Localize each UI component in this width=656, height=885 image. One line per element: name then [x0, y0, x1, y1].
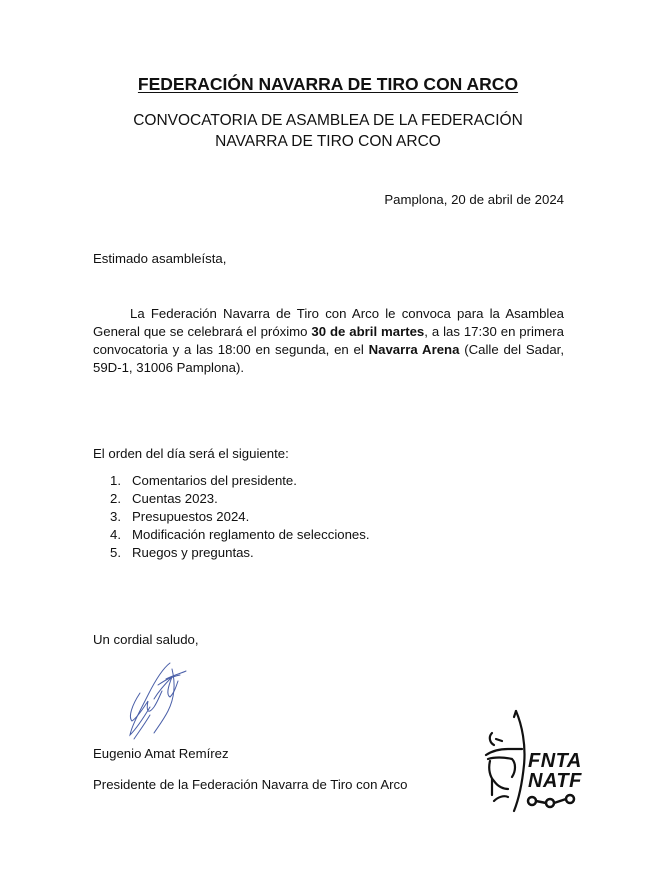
logo-text-natf: NATF: [528, 770, 582, 792]
body-text-2: , a las 17:30 en primera convocatoria y a las 18:00 en segunda, en el: [93, 324, 565, 357]
agenda-item: [110, 508, 370, 526]
document-title: FEDERACIÓN NAVARRA DE TIRO CON ARCO: [137, 74, 519, 94]
agenda-item: [110, 526, 370, 544]
signer-name: Eugenio Amat Remírez: [93, 746, 229, 761]
meeting-venue: Navarra Arena: [368, 342, 460, 357]
agenda-item-text: Modificación reglamento de selecciones.: [132, 527, 370, 542]
agenda-intro: El orden del día será el siguiente:: [93, 446, 289, 461]
agenda-item: [110, 490, 370, 508]
document-subtitle: [0, 110, 656, 152]
chain-links-icon: [526, 793, 580, 809]
body-text-1: La Federación Navarra de Tiro con Arco le convoca para la Asamblea General que se celebrará el próximo: [93, 306, 564, 339]
signer-role: Presidente de la Federación Navarra de Tiro con Arco: [93, 777, 408, 792]
agenda-list: [110, 472, 370, 562]
agenda-item-text: Cuentas 2023.: [132, 491, 218, 506]
handwritten-signature: [110, 655, 200, 745]
agenda-item-text: Ruegos y preguntas.: [132, 545, 254, 560]
fnta-logo: [478, 705, 582, 815]
agenda-item-number: 2.: [110, 491, 121, 506]
agenda-item-number: 5.: [110, 545, 121, 560]
logo-text-fnta: FNTA: [528, 750, 582, 772]
subtitle-line-1: CONVOCATORIA DE ASAMBLEA DE LA FEDERACIÓN: [133, 112, 523, 129]
closing: Un cordial saludo,: [93, 632, 199, 647]
greeting: Estimado asambleísta,: [93, 251, 227, 266]
agenda-item: [110, 544, 370, 562]
body-text-3: (Calle del Sadar, 59D-1, 31006 Pamplona).: [93, 342, 564, 375]
agenda-item-text: Presupuestos 2024.: [132, 509, 250, 524]
agenda-item: [110, 472, 370, 490]
body-paragraph: [93, 305, 564, 377]
document-date: Pamplona, 20 de abril de 2024: [384, 192, 564, 207]
agenda-item-number: 3.: [110, 509, 121, 524]
meeting-date: 30 de abril martes: [311, 324, 425, 339]
agenda-item-text: Comentarios del presidente.: [132, 473, 297, 488]
agenda-item-number: 4.: [110, 527, 121, 542]
subtitle-line-2: NAVARRA DE TIRO CON ARCO: [215, 133, 441, 150]
agenda-item-number: 1.: [110, 473, 121, 488]
